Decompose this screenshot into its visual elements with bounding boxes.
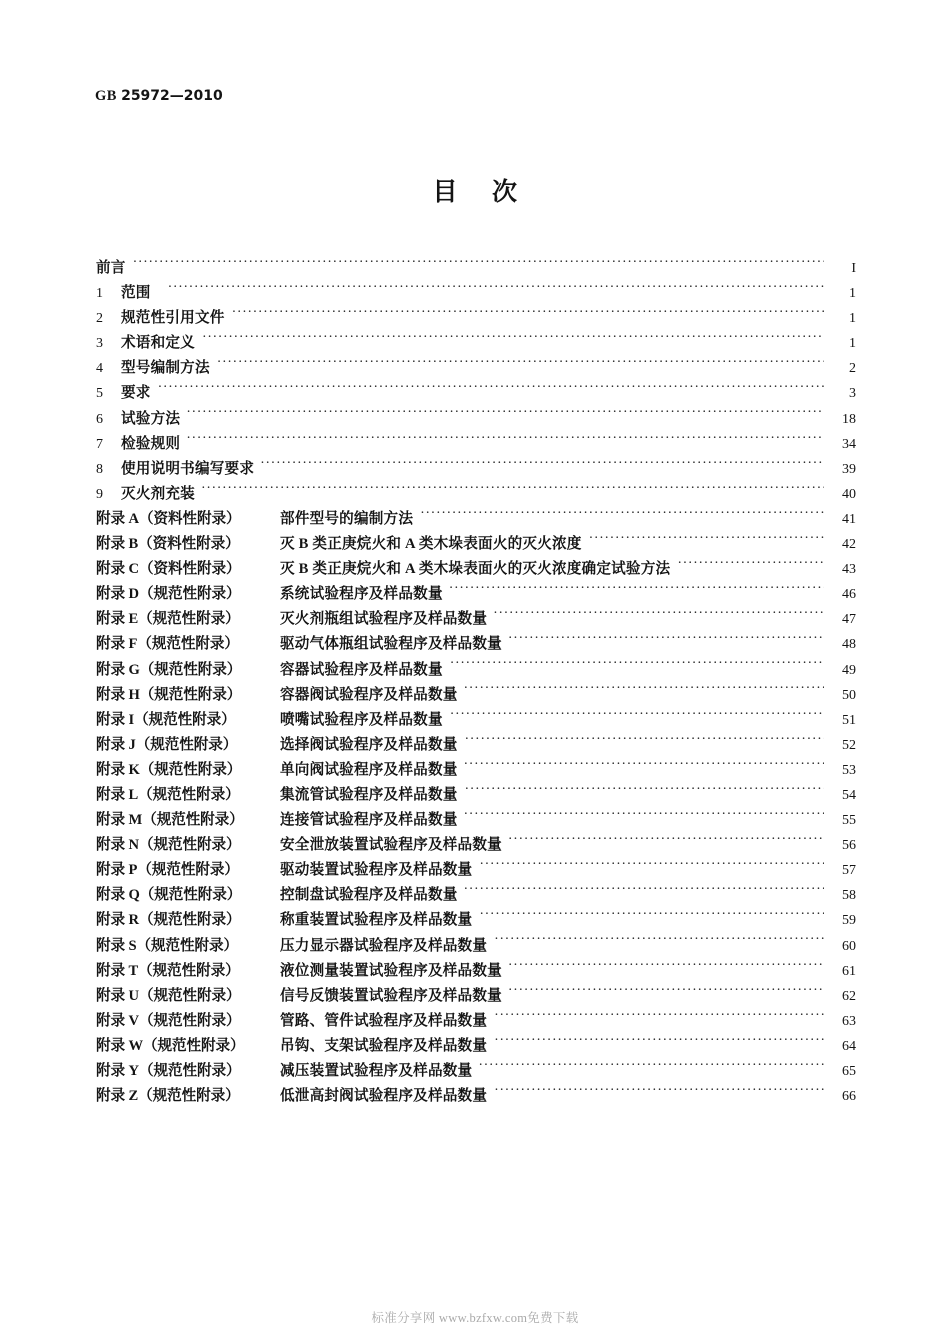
toc-entry-title: 要求	[121, 385, 151, 402]
toc-dot-leader	[478, 1060, 824, 1075]
toc-entry-title: 管路、管件试验程序及样品数量	[280, 1012, 488, 1029]
toc-entry-appendix-label: 附录 W（规范性附录）	[96, 1037, 245, 1054]
toc-entry-appendix-label: 附录 N（规范性附录）	[96, 837, 241, 854]
toc-dot-leader	[508, 960, 824, 975]
toc-entry-title: 压力显示器试验程序及样品数量	[280, 937, 488, 954]
toc-entry-title: 灭火剂瓶组试验程序及样品数量	[280, 611, 488, 628]
toc-entry-appendix-label: 附录 Q（规范性附录）	[96, 887, 242, 904]
toc-entry-page-number: 18	[842, 411, 856, 427]
toc-entry[interactable]	[96, 407, 856, 432]
toc-entry-page-number: 63	[842, 1013, 856, 1029]
toc-entry[interactable]	[96, 582, 856, 607]
toc-entry-title: 试验方法	[121, 410, 181, 427]
standard-number-header	[95, 88, 223, 105]
toc-entry-number: 8	[96, 461, 103, 477]
page-title-char-2: 次	[492, 177, 518, 206]
toc-entry-appendix-label: 附录 G（规范性附录）	[96, 661, 242, 678]
toc-dot-leader	[450, 659, 824, 674]
toc-entry-page-number: 40	[842, 486, 856, 502]
toc-dot-leader	[508, 634, 824, 649]
toc-entry-page-number: 47	[842, 612, 856, 628]
toc-dot-leader	[677, 559, 824, 574]
toc-entry[interactable]	[96, 381, 856, 406]
toc-entry-page-number: 54	[842, 787, 856, 803]
toc-dot-leader	[450, 709, 824, 724]
toc-dot-leader	[494, 1010, 824, 1025]
page-title	[0, 172, 950, 208]
toc-entry[interactable]	[96, 432, 856, 457]
toc-entry[interactable]	[96, 532, 856, 557]
toc-entry[interactable]	[96, 934, 856, 959]
toc-entry-title: 连接管试验程序及样品数量	[280, 812, 458, 829]
toc-entry-appendix-label: 附录 H（规范性附录）	[96, 686, 242, 703]
toc-entry[interactable]	[96, 1009, 856, 1034]
toc-entry-number: 5	[96, 386, 103, 402]
toc-entry-appendix-label: 附录 R（规范性附录）	[96, 912, 241, 929]
toc-entry-appendix-label: 附录 K（规范性附录）	[96, 761, 242, 778]
toc-entry-title: 容器阀试验程序及样品数量	[280, 686, 458, 703]
toc-dot-leader	[464, 885, 824, 900]
standard-number: 25972—2010	[121, 88, 223, 104]
toc-entry-number: 6	[96, 411, 103, 427]
toc-entry-appendix-label: 附录 S（规范性附录）	[96, 937, 239, 954]
toc-dot-leader	[201, 483, 824, 498]
toc-entry-title: 灭 B 类正庚烷火和 A 类木垛表面火的灭火浓度确定试验方法	[280, 561, 671, 578]
toc-entry-appendix-label: 附录 T（规范性附录）	[96, 962, 240, 979]
toc-dot-leader	[493, 609, 824, 624]
footer-watermark: 标准分享网 www.bzfxw.com免费下载	[371, 1311, 579, 1325]
toc-entry[interactable]	[96, 356, 856, 381]
toc-entry-appendix-label: 附录 B（资料性附录）	[96, 536, 240, 553]
toc-entry-number: 9	[96, 486, 103, 502]
toc-entry[interactable]	[96, 607, 856, 632]
toc-entry-title: 喷嘴试验程序及样品数量	[280, 711, 443, 728]
toc-entry-title: 型号编制方法	[121, 360, 210, 377]
toc-entry-page-number: 62	[842, 988, 856, 1004]
toc-entry-page-number: 1	[849, 311, 856, 327]
toc-entry[interactable]	[96, 984, 856, 1009]
toc-dot-leader	[449, 584, 824, 599]
toc-entry[interactable]	[96, 256, 856, 281]
toc-entry-title: 范围	[121, 285, 151, 302]
toc-entry[interactable]	[96, 733, 856, 758]
toc-dot-leader	[464, 759, 824, 774]
toc-dot-leader	[465, 734, 824, 749]
toc-entry-page-number: 2	[849, 361, 856, 377]
toc-entry-title: 减压装置试验程序及样品数量	[280, 1063, 473, 1079]
toc-entry-page-number: 48	[842, 637, 856, 653]
toc-entry-title: 前言	[96, 260, 126, 276]
toc-entry-page-number: 46	[842, 587, 856, 603]
toc-entry-page-number: 56	[842, 838, 856, 854]
toc-entry-title: 灭火剂充装	[121, 485, 195, 502]
toc-dot-leader	[494, 935, 824, 950]
toc-entry-title: 吊钩、支架试验程序及样品数量	[280, 1037, 488, 1054]
toc-entry[interactable]	[96, 658, 856, 683]
toc-dot-leader	[464, 809, 824, 824]
toc-entry-title: 检验规则	[121, 435, 181, 452]
toc-dot-leader	[464, 684, 824, 699]
toc-entry-appendix-label: 附录 J（规范性附录）	[96, 736, 238, 753]
toc-entry-page-number: 1	[849, 336, 856, 352]
toc-entry-page-number: 55	[842, 813, 856, 829]
toc-entry-page-number: 65	[842, 1064, 856, 1079]
toc-entry-title: 低泄高封阀试验程序及样品数量	[280, 1088, 488, 1105]
toc-dot-leader	[494, 1035, 824, 1050]
toc-entry-appendix-label: 附录 L（规范性附录）	[96, 786, 240, 803]
toc-dot-leader	[232, 308, 824, 323]
toc-entry-appendix-label: 附录 P（规范性附录）	[96, 862, 239, 879]
toc-entry-number: 7	[96, 436, 103, 452]
toc-entry[interactable]	[96, 1059, 856, 1084]
toc-entry[interactable]	[96, 758, 856, 783]
toc-entry-page-number: 52	[842, 737, 856, 753]
toc-entry-page-number: 59	[842, 913, 856, 929]
toc-entry-number: 1	[96, 286, 103, 302]
toc-entry-page-number: 64	[842, 1038, 856, 1054]
toc-entry-appendix-label: 附录 C（资料性附录）	[96, 561, 241, 578]
toc-entry-title: 驱动气体瓶组试验程序及样品数量	[280, 636, 502, 653]
toc-entry[interactable]	[96, 883, 856, 908]
toc-dot-leader	[420, 508, 824, 523]
toc-entry-title: 集流管试验程序及样品数量	[280, 786, 458, 803]
toc-dot-leader	[260, 458, 824, 473]
toc-entry-number: 3	[96, 336, 103, 352]
toc-entry[interactable]	[96, 507, 856, 532]
toc-dot-leader	[494, 1086, 824, 1101]
toc-entry[interactable]	[96, 1034, 856, 1059]
toc-entry-page-number: 53	[842, 762, 856, 778]
toc-entry-page-number: 39	[842, 461, 856, 477]
toc-entry[interactable]	[96, 306, 856, 331]
toc-entry[interactable]	[96, 632, 856, 657]
toc-entry-title: 容器试验程序及样品数量	[280, 661, 443, 678]
toc-entry-appendix-label: 附录 Y（规范性附录）	[96, 1063, 241, 1079]
toc-entry-title: 单向阀试验程序及样品数量	[280, 761, 458, 778]
toc-entry[interactable]	[96, 833, 856, 858]
table-of-contents	[96, 256, 856, 1109]
toc-entry-appendix-label: 附录 M（规范性附录）	[96, 812, 244, 829]
toc-entry-appendix-label: 附录 D（规范性附录）	[96, 586, 241, 603]
toc-entry-title: 控制盘试验程序及样品数量	[280, 887, 458, 904]
toc-entry-title: 灭 B 类正庚烷火和 A 类木垛表面火的灭火浓度	[280, 536, 582, 553]
toc-entry-page-number: 49	[842, 662, 856, 678]
toc-entry[interactable]	[96, 783, 856, 808]
toc-entry-title: 规范性引用文件	[121, 310, 225, 327]
toc-entry[interactable]	[96, 708, 856, 733]
page-title-char-1: 目	[432, 177, 458, 206]
toc-entry-title: 系统试验程序及样品数量	[280, 586, 443, 603]
toc-entry-page-number: 3	[849, 386, 856, 402]
toc-dot-leader	[479, 860, 824, 875]
toc-entry-appendix-label: 附录 I（规范性附录）	[96, 711, 236, 728]
toc-entry[interactable]	[96, 281, 856, 306]
toc-entry-appendix-label: 附录 F（规范性附录）	[96, 636, 239, 653]
toc-dot-leader	[186, 408, 824, 423]
toc-entry-title: 安全泄放装置试验程序及样品数量	[280, 837, 502, 854]
toc-entry-page-number: 42	[842, 537, 856, 553]
toc-entry-title: 选择阀试验程序及样品数量	[280, 736, 458, 753]
toc-entry[interactable]	[96, 457, 856, 482]
toc-entry-page-number: 51	[842, 712, 856, 728]
toc-entry[interactable]	[96, 331, 856, 356]
toc-entry-appendix-label: 附录 V（规范性附录）	[96, 1012, 241, 1029]
toc-entry-appendix-label: 附录 Z（规范性附录）	[96, 1088, 240, 1105]
toc-entry-appendix-label: 附录 E（规范性附录）	[96, 611, 240, 628]
toc-entry-page-number: 58	[842, 888, 856, 904]
toc-entry[interactable]	[96, 1084, 856, 1109]
toc-entry-page-number: 1	[849, 286, 856, 302]
toc-dot-leader	[133, 257, 824, 272]
toc-entry-page-number: 43	[842, 562, 856, 578]
toc-dot-leader	[589, 533, 824, 548]
toc-dot-leader	[217, 358, 824, 373]
toc-entry-page-number: 61	[842, 963, 856, 979]
toc-entry-title: 驱动装置试验程序及样品数量	[280, 862, 473, 879]
toc-entry[interactable]	[96, 959, 856, 984]
toc-entry-title: 术语和定义	[121, 335, 195, 352]
toc-dot-leader	[202, 333, 824, 348]
toc-dot-leader	[508, 835, 824, 850]
toc-entry[interactable]	[96, 858, 856, 883]
toc-dot-leader	[508, 985, 824, 1000]
toc-entry-number: 2	[96, 311, 103, 327]
toc-entry-page-number: 66	[842, 1089, 856, 1105]
toc-entry-appendix-label: 附录 A（资料性附录）	[96, 510, 241, 527]
toc-entry-page-number: 34	[842, 436, 856, 452]
toc-dot-leader	[168, 283, 824, 298]
toc-dot-leader	[465, 784, 824, 799]
toc-entry[interactable]	[96, 482, 856, 507]
toc-entry-appendix-label: 附录 U（规范性附录）	[96, 987, 241, 1004]
toc-entry-page-number: 60	[842, 938, 856, 954]
toc-entry[interactable]	[96, 908, 856, 933]
toc-entry-title: 信号反馈装置试验程序及样品数量	[280, 987, 502, 1004]
toc-entry-title: 液位测量装置试验程序及样品数量	[280, 962, 502, 979]
toc-entry-title: 部件型号的编制方法	[280, 510, 414, 527]
toc-dot-leader	[158, 383, 824, 398]
toc-entry-page-number: 57	[842, 863, 856, 879]
toc-entry-number: 4	[96, 361, 103, 377]
toc-dot-leader	[186, 433, 824, 448]
toc-entry-page-number: I	[851, 261, 856, 276]
toc-entry-title: 称重装置试验程序及样品数量	[280, 912, 473, 929]
standard-prefix: GB	[95, 88, 117, 104]
toc-dot-leader	[479, 910, 824, 925]
toc-entry-title: 使用说明书编写要求	[121, 460, 255, 477]
toc-entry-page-number: 50	[842, 687, 856, 703]
toc-entry[interactable]	[96, 808, 856, 833]
toc-entry[interactable]	[96, 683, 856, 708]
toc-entry[interactable]	[96, 557, 856, 582]
toc-entry-page-number: 41	[842, 511, 856, 527]
